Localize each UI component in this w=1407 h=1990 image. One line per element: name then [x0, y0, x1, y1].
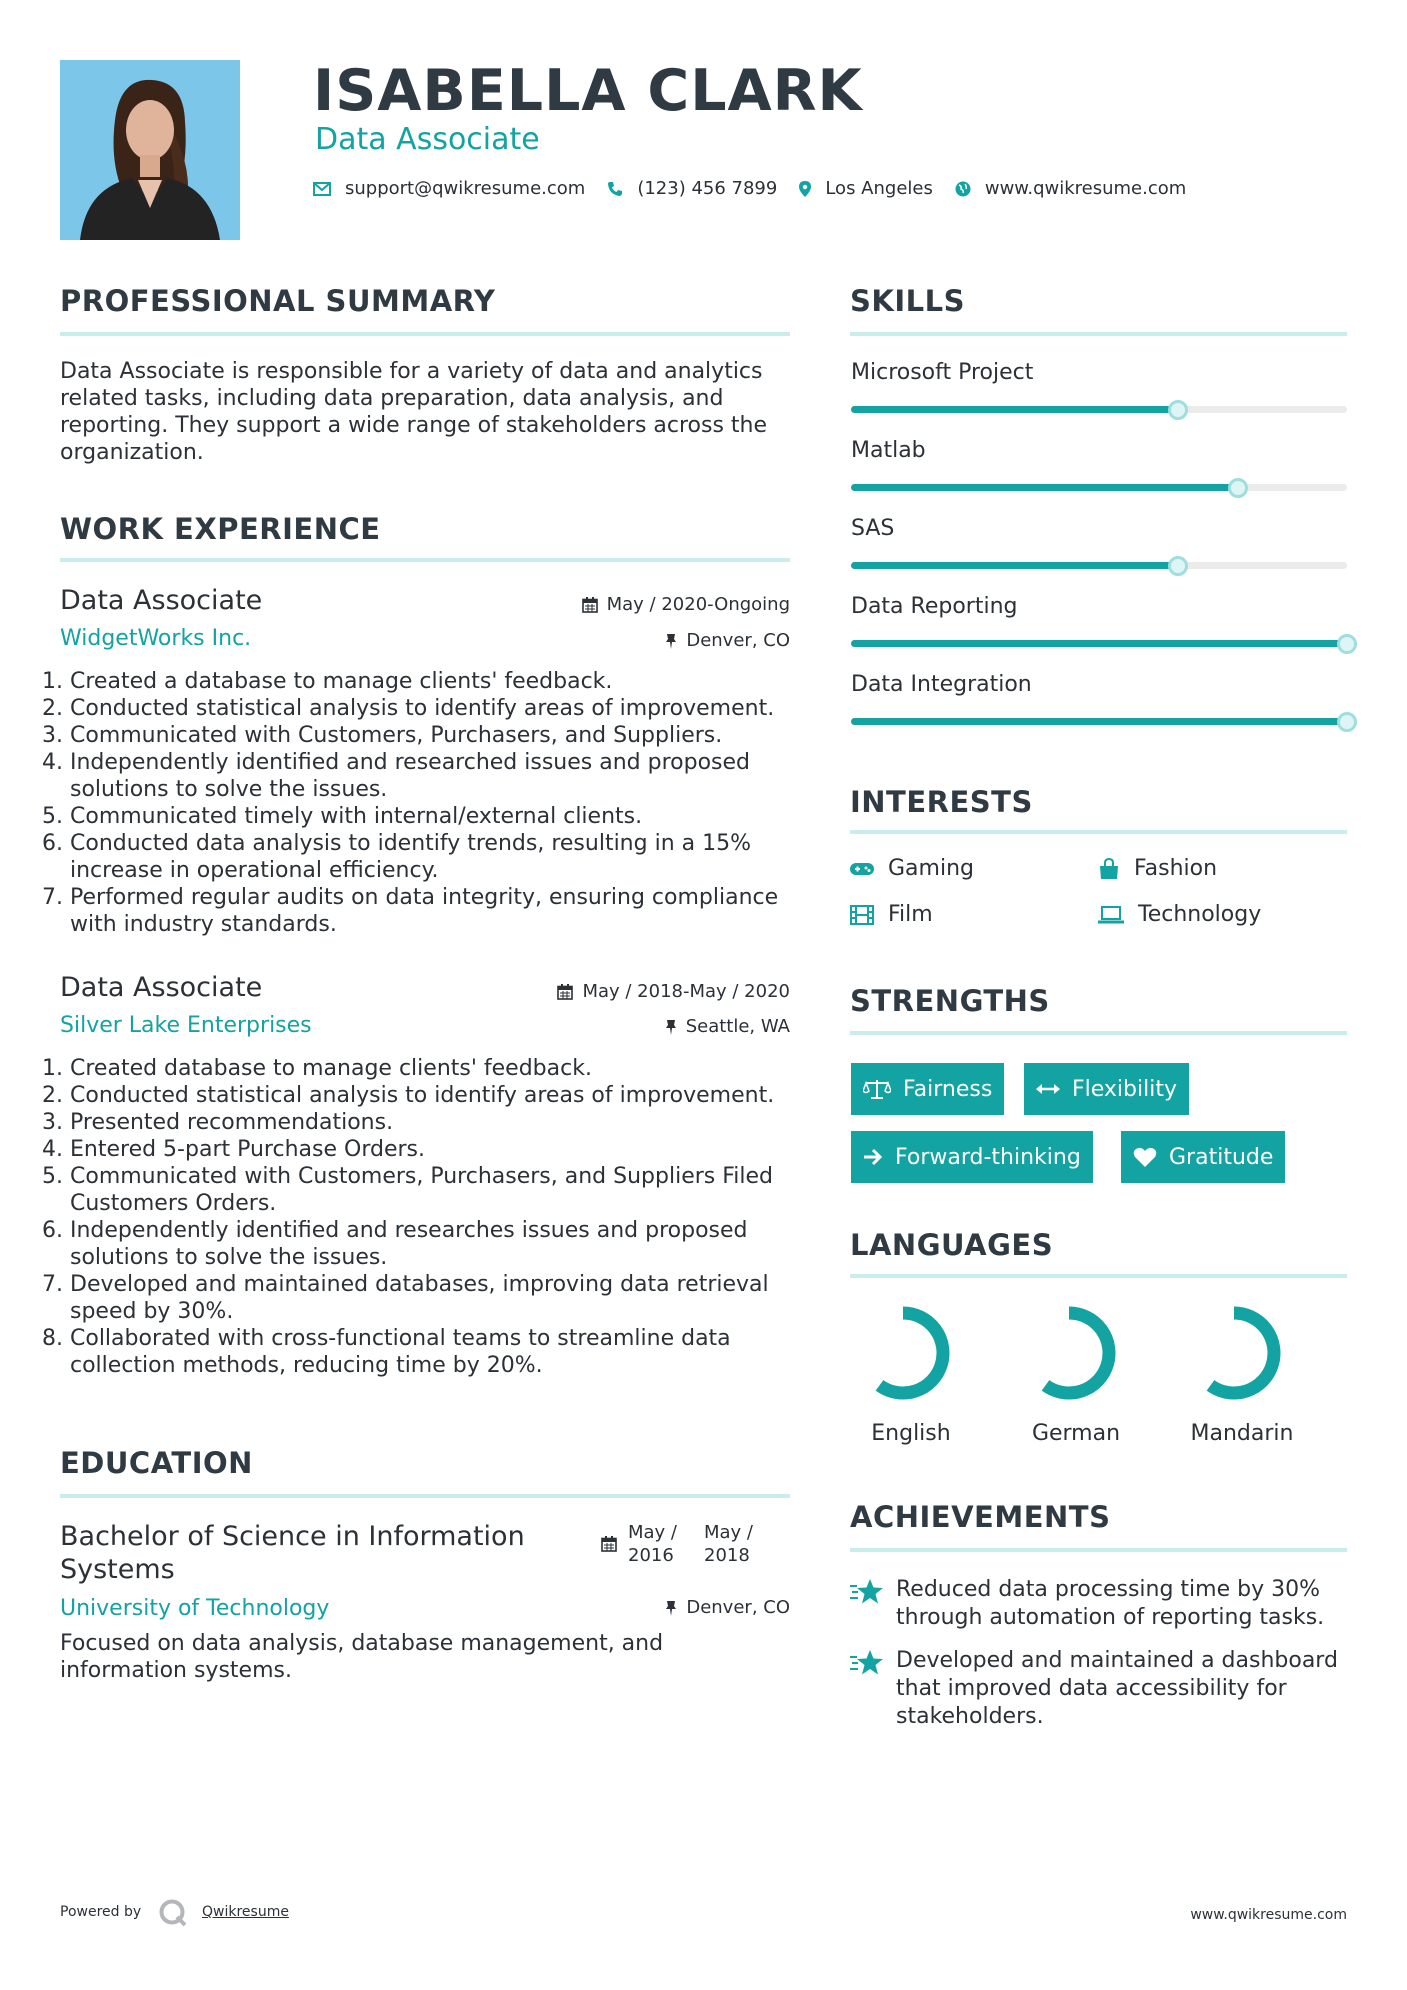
contact-email-text: support@qwikresume.com [345, 178, 586, 199]
footer-url[interactable]: www.qwikresume.com [1190, 1907, 1347, 1923]
interest-item [1098, 856, 1217, 881]
envelope-icon [313, 182, 331, 196]
summary-divider [60, 332, 790, 336]
contact-website[interactable] [955, 178, 1186, 199]
interests-heading: INTERESTS [850, 785, 1033, 819]
qwikresume-logo-icon [158, 1898, 188, 1928]
list-item: 5. Communicated with Customers, Purchasers, and Suppliers Filed Customers Orders. [70, 1163, 810, 1217]
list-item: 3. Presented recommendations. [70, 1109, 810, 1136]
job-title: Data Associate [60, 585, 263, 616]
job-dates-text: May / 2020-Ongoing [606, 594, 790, 615]
strength-label: Gratitude [1169, 1144, 1274, 1170]
strength-tag [851, 1063, 1004, 1115]
list-item: 3. Communicated with Customers, Purchasers, and Suppliers. [70, 722, 810, 749]
star-burst-icon [850, 1649, 884, 1677]
list-item: 6. Independently identified and researches issues and proposed solutions to solve the issues. [70, 1217, 810, 1271]
summary-heading: PROFESSIONAL SUMMARY [60, 284, 496, 318]
experience-divider [60, 558, 790, 562]
contact-location [799, 178, 933, 199]
candidate-role: Data Associate [315, 122, 540, 157]
laptop-icon [1098, 906, 1124, 924]
interest-label: Gaming [888, 856, 974, 881]
language-label: German [1031, 1421, 1121, 1446]
calendar-icon [582, 597, 598, 613]
achievements-heading: ACHIEVEMENTS [850, 1500, 1111, 1534]
interests-divider [850, 830, 1347, 834]
list-item: 2. Conducted statistical analysis to identify areas of improvement. [70, 1082, 810, 1109]
skills-divider [850, 332, 1347, 336]
star-burst-icon [850, 1578, 884, 1606]
heart-icon [1133, 1147, 1157, 1168]
pin-icon [665, 1019, 677, 1035]
achievements-divider [850, 1548, 1347, 1552]
skill-bar [851, 484, 1347, 491]
skill-bar-fill [851, 484, 1238, 491]
map-pin-icon [799, 181, 811, 197]
list-item: 4. Independently identified and researched issues and proposed solutions to solve the issues. [70, 749, 810, 803]
skill-label: Data Reporting [851, 594, 1018, 619]
skill-bar [851, 718, 1347, 725]
strength-label: Forward-thinking [895, 1144, 1081, 1170]
list-item: 7. Developed and maintained databases, improving data retrieval speed by 30%. [70, 1271, 810, 1325]
skill-label: Microsoft Project [851, 360, 1034, 385]
contact-phone[interactable] [607, 178, 777, 199]
contact-website-text: www.qwikresume.com [984, 178, 1187, 199]
strength-tag [1121, 1131, 1285, 1183]
list-item: 4. Entered 5-part Purchase Orders. [70, 1136, 810, 1163]
education-divider [60, 1494, 790, 1498]
interest-label: Film [888, 902, 933, 927]
education-school: University of Technology [60, 1596, 330, 1621]
gamepad-icon [850, 861, 874, 877]
contact-bar [313, 178, 1208, 199]
achievement-text: Reduced data processing time by 30% through automation of reporting tasks. [896, 1577, 1325, 1630]
job-location-text: Denver, CO [686, 630, 790, 651]
skill-label: Data Integration [851, 672, 1032, 697]
skill-bar [851, 562, 1347, 569]
education-end-date: May / 2018 [704, 1522, 753, 1566]
job-company: Silver Lake Enterprises [60, 1013, 312, 1038]
skills-heading: SKILLS [850, 284, 965, 318]
language-ring [1022, 1306, 1116, 1400]
language-label: English [871, 1421, 951, 1446]
phone-icon [607, 181, 623, 197]
strength-label: Flexibility [1072, 1076, 1177, 1102]
interest-item [1098, 902, 1261, 927]
interest-item [850, 856, 974, 881]
job-duties-list [52, 1055, 810, 1379]
film-icon [850, 905, 874, 925]
strength-tag [851, 1131, 1093, 1183]
language-ring [1187, 1306, 1281, 1400]
achievement-text: Developed and maintained a dashboard that improved data accessibility for stakeholders. [896, 1648, 1338, 1729]
skill-label: Matlab [851, 438, 926, 463]
skill-bar-knob [1168, 556, 1188, 576]
job-dates-text: May / 2018-May / 2020 [582, 981, 790, 1002]
footer-brand-link[interactable]: Qwikresume [202, 1904, 289, 1920]
job-dates [430, 594, 790, 615]
contact-location-text: Los Angeles [825, 178, 933, 199]
languages-divider [850, 1274, 1347, 1278]
globe-icon [955, 181, 971, 197]
arrow-right-icon [863, 1148, 883, 1166]
job-dates [430, 981, 790, 1002]
contact-phone-text: (123) 456 7899 [637, 178, 778, 199]
job-location [430, 630, 790, 651]
job-title: Data Associate [60, 972, 263, 1003]
balance-scale-icon [863, 1078, 891, 1100]
skill-bar-fill [851, 718, 1347, 725]
calendar-icon [601, 1536, 617, 1552]
profile-photo [60, 60, 240, 240]
languages-heading: LANGUAGES [850, 1228, 1054, 1262]
skill-label: SAS [851, 516, 895, 541]
skill-bar-knob [1228, 478, 1248, 498]
pin-icon [665, 633, 677, 649]
language-label: Mandarin [1190, 1421, 1294, 1446]
interest-item [850, 902, 933, 927]
contact-email[interactable] [313, 178, 585, 199]
candidate-name: ISABELLA CLARK [313, 58, 863, 124]
skill-bar [851, 640, 1347, 647]
interest-label: Technology [1138, 902, 1262, 927]
skill-bar-fill [851, 640, 1347, 647]
footer-powered-by: Powered by [60, 1904, 142, 1920]
education-description: Focused on data analysis, database management, and information systems. [60, 1631, 664, 1683]
education-location [430, 1597, 790, 1618]
skill-bar-knob [1168, 400, 1188, 420]
education-start-date: May / 2016 [628, 1522, 677, 1566]
strengths-heading: STRENGTHS [850, 984, 1050, 1018]
list-item: 1. Created a database to manage clients' feedback. [70, 668, 810, 695]
job-company: WidgetWorks Inc. [60, 626, 252, 651]
job-location-text: Seattle, WA [685, 1016, 790, 1037]
arrows-horizontal-icon [1036, 1082, 1060, 1096]
achievement-item [850, 1647, 1347, 1731]
list-item: 7. Performed regular audits on data integrity, ensuring compliance with industry standards. [70, 884, 810, 938]
education-degree: Bachelor of Science in Information Systems [60, 1521, 525, 1585]
summary-text: Data Associate is responsible for a variety of data and analytics related tasks, including data preparation, data analysis, and reporting. They support a wide range of stakeholders across the organization. [60, 359, 768, 465]
list-item: 1. Created database to manage clients' feedback. [70, 1055, 810, 1082]
skill-bar [851, 406, 1347, 413]
experience-heading: WORK EXPERIENCE [60, 512, 381, 546]
skill-bar-knob [1337, 634, 1357, 654]
interest-label: Fashion [1134, 856, 1218, 881]
skill-bar-knob [1337, 712, 1357, 732]
job-duties-list [52, 668, 810, 938]
skill-bar-fill [851, 406, 1178, 413]
list-item: 5. Communicated timely with internal/external clients. [70, 803, 810, 830]
achievement-item [850, 1576, 1347, 1632]
list-item: 8. Collaborated with cross-functional teams to streamline data collection methods, reducing time by 20%. [70, 1325, 810, 1379]
strength-tag [1024, 1063, 1189, 1115]
education-location-text: Denver, CO [686, 1597, 790, 1618]
language-ring [856, 1306, 950, 1400]
strengths-divider [850, 1031, 1347, 1035]
shopping-bag-icon [1098, 858, 1120, 880]
calendar-icon [557, 984, 573, 1000]
strength-label: Fairness [903, 1076, 993, 1102]
job-location [430, 1016, 790, 1037]
list-item: 6. Conducted data analysis to identify trends, resulting in a 15% increase in operational efficiency. [70, 830, 810, 884]
pin-icon [665, 1600, 677, 1616]
skill-bar-fill [851, 562, 1178, 569]
list-item: 2. Conducted statistical analysis to identify areas of improvement. [70, 695, 810, 722]
education-heading: EDUCATION [60, 1446, 253, 1480]
